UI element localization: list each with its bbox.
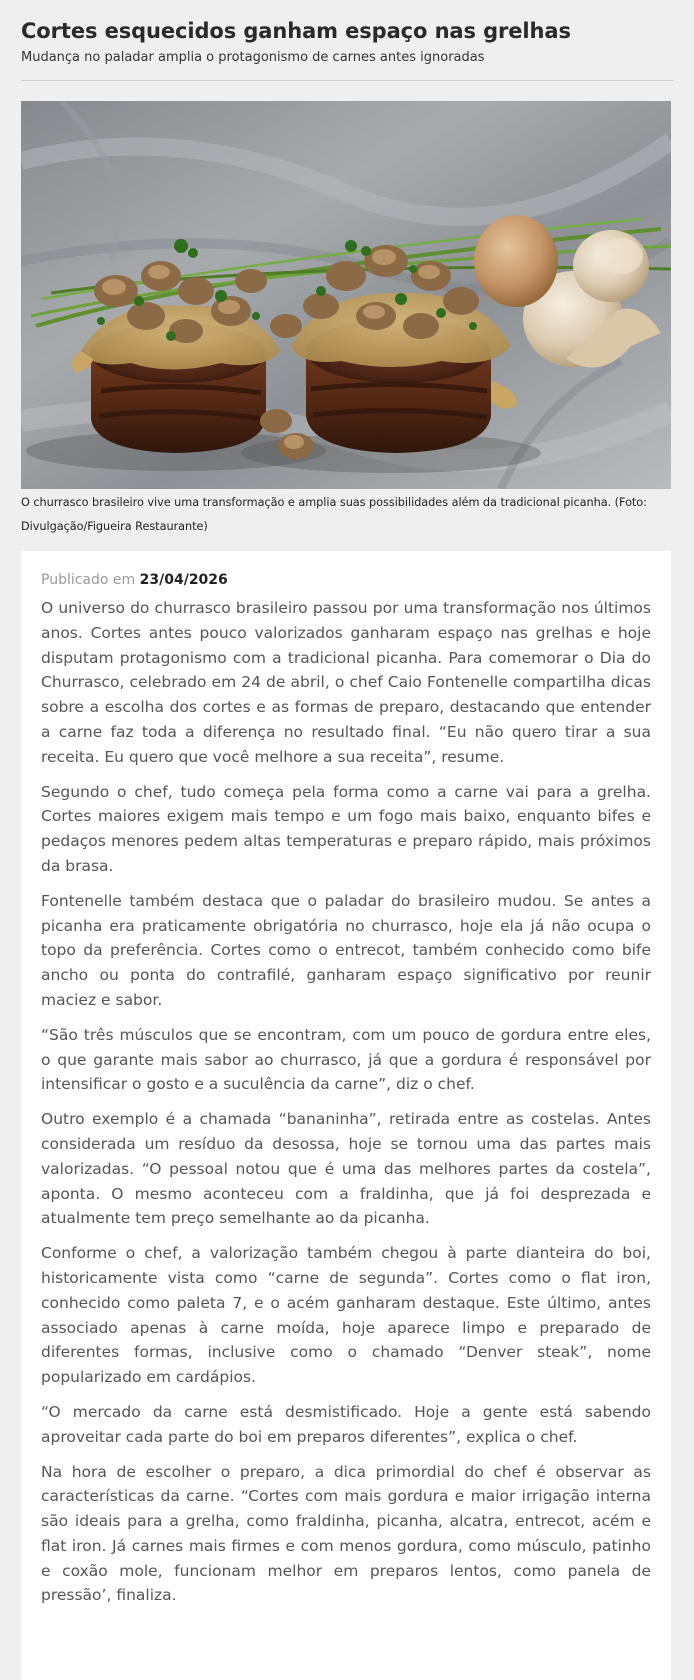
article-card: [21, 551, 671, 1680]
grilled-steak-mushroom-sauce-photo: [21, 101, 671, 489]
article-header: [0, 0, 694, 81]
published-label: Publicado em: [41, 572, 140, 588]
article-body: [21, 551, 671, 1608]
article-paragraph: Na hora de escolher o preparo, a dica primordial do chef é observar as características da carne. “Cortes com mais gordura e maior irrigação interna são ideais para a grelha, como fraldinha, picanha, alcatra, entrecot, acém e flat iron. Já carnes mais firmes e com menos gordura, como músculo, patinho e coxão mole, funcionam melhor em preparos lentos, como panela de pressão’, finaliza.: [41, 1462, 651, 1605]
published-line: [41, 569, 651, 591]
header-divider: [21, 80, 673, 81]
article-paragraph: “O mercado da carne está desmistificado. Hoje a gente está sabendo aproveitar cada parte do boi em preparos diferentes”, explica o chef.: [41, 1402, 651, 1446]
article-paragraph: Segundo o chef, tudo começa pela forma como a carne vai para a grelha. Cortes maiores exigem mais tempo e um fogo mais baixo, enquanto bifes e pedaços menores pedem altas temperaturas e preparo rápido, mais próximos da brasa.: [41, 782, 651, 875]
lead-figure: [21, 101, 673, 538]
article-paragraph: Outro exemplo é a chamada “bananinha”, retirada entre as costelas. Antes considerada um resíduo da desossa, hoje se tornou uma das partes mais valorizadas. “O pessoal notou que é uma das melhores partes da costela”, aponta. O mesmo aconteceu com a fraldinha, que já foi desprezada e atualmente tem preço semelhante ao da picanha.: [41, 1110, 651, 1228]
article-paragraph: Fontenelle também destaca que o paladar do brasileiro mudou. Se antes a picanha era praticamente obrigatória no churrasco, hoje ela já não ocupa o topo da preferência. Cortes como o entrecot, também conhecido como bife ancho ou ponta do contrafilé, ganharam espaço significativo por reunir maciez e sabor.: [41, 891, 651, 1009]
page-subtitle: Mudança no paladar amplia o protagonismo de carnes antes ignoradas: [21, 50, 485, 65]
page-title: Cortes esquecidos ganham espaço nas grelhas: [21, 19, 571, 43]
published-date: 23/04/2026: [139, 572, 228, 588]
article-paragraph: Conforme o chef, a valorização também chegou à parte dianteira do boi, historicamente vista como “carne de segunda”. Cortes como o flat iron, conhecido como paleta 7, e o acém ganharam destaque. Este último, antes associado apenas à carne moída, hoje aparece limpo e preparado de diferentes formas, inclusive como o chamado “Denver steak”, nome popularizado em cardápios.: [41, 1244, 651, 1387]
article-paragraph: “São três músculos que se encontram, com um pouco de gordura entre eles, o que garante mais sabor ao churrasco, já que a gordura é responsável por intensificar o gosto e a suculência da carne”, diz o chef.: [41, 1025, 651, 1094]
article-paragraph: O universo do churrasco brasileiro passou por uma transformação nos últimos anos. Cortes antes pouco valorizados ganharam espaço nas grelhas e hoje disputam protagonismo com a tradicional picanha. Para comemorar o Dia do Churrasco, celebrado em 24 de abril, o chef Caio Fontenelle compartilha dicas sobre a escolha dos cortes e as formas de preparo, destacando que entender a carne faz toda a diferença no resultado final. “Eu não quero tirar a sua receita. Eu quero que você melhore a sua receita”, resume.: [41, 599, 651, 766]
photo-caption: O churrasco brasileiro vive uma transformação e amplia suas possibilidades além da tradicional picanha. (Foto: Divulgação/Figueira Restaurante): [21, 496, 647, 533]
